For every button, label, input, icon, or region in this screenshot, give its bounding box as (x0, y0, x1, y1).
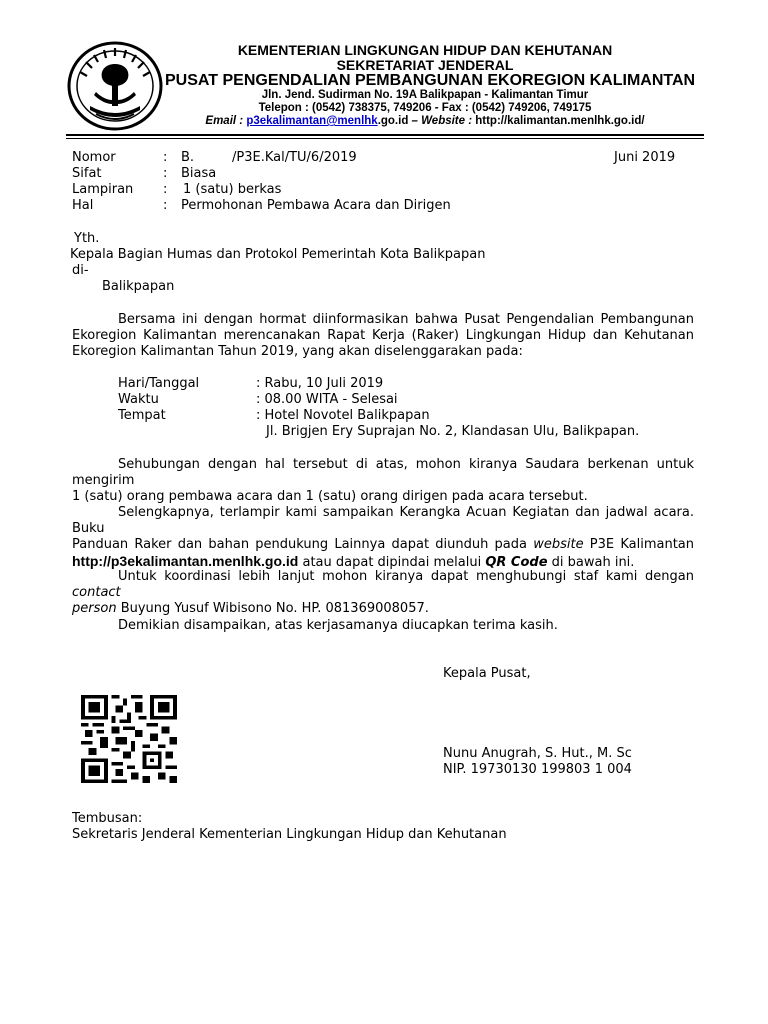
signatory-name: Nunu Anugrah, S. Hut., M. Sc (443, 746, 632, 761)
event-time-label: Waktu (118, 392, 159, 407)
paragraph-intro-line3: Ekoregion Kalimantan Tahun 2019, yang akan diselenggarakan pada: (72, 344, 523, 359)
header-rule-thick (66, 134, 704, 136)
signatory-title: Kepala Pusat, (443, 666, 531, 681)
ministry-name: KEMENTERIAN LINGKUNGAN HIDUP DAN KEHUTANAN (237, 42, 613, 58)
lampiran-label: Lampiran (72, 182, 134, 197)
paragraph-contact-text: Untuk koordinasi lebih lanjut mohon kiranya dapat menghubungi staf kami dengan (118, 569, 694, 584)
recipient-name: Kepala Bagian Humas dan Protokol Pemerintah Kota Balikpapan (70, 247, 486, 262)
office-address: Jln. Jend. Sudirman No. 19A Balikpapan - Kalimantan Timur (261, 89, 589, 101)
header-rule-thin (66, 138, 704, 139)
email-link[interactable]: p3ekalimantan@menlhk (246, 115, 378, 127)
hal-label: Hal (72, 198, 94, 213)
lampiran-colon: : (163, 182, 168, 197)
paragraph-attachment (72, 505, 694, 571)
sifat-colon: : (163, 166, 168, 181)
recipient-city: Balikpapan (102, 279, 175, 294)
hal-value: Permohonan Pembawa Acara dan Dirigen (181, 198, 451, 213)
website-word: website (533, 537, 584, 552)
closing-sentence: Demikian disampaikan, atas kerjasamanya diucapkan terima kasih. (118, 618, 558, 633)
paragraph-contact-line1 (72, 569, 694, 601)
nomor-label: Nomor (72, 150, 116, 165)
paragraph-contact-text-2: Buyung Yusuf Wibisono No. HP. 081369008057. (116, 601, 429, 616)
email-label: Email : (205, 115, 247, 127)
nomor-value: /P3E.Kal/TU/6/2019 (232, 150, 357, 165)
event-place-value: : Hotel Novotel Balikpapan (256, 408, 430, 423)
contact-word: contact (72, 585, 121, 600)
person-word: person (72, 601, 117, 616)
event-place-address: Jl. Brigjen Ery Suprajan No. 2, Klandasan Ulu, Balikpapan. (266, 424, 640, 439)
office-name: PUSAT PENGENDALIAN PEMBANGUNAN EKOREGION KALIMANTAN (165, 72, 696, 89)
paragraph-attachment-line1: Selengkapnya, terlampir kami sampaikan Kerangka Acuan Kegiatan dan jadwal acara. Buku (72, 505, 694, 536)
recipient-di: di- (72, 263, 89, 278)
paragraph-attachment-text-3: atau dapat dipindai melalui (298, 555, 486, 570)
office-phone: Telepon : (0542) 738375, 749206 - Fax : (0542) 749206, 749175 (258, 102, 592, 114)
website-url: http://kalimantan.menlhk.go.id/ (475, 115, 645, 127)
event-day-value: : Rabu, 10 Juli 2019 (256, 376, 384, 391)
paragraph-contact (72, 569, 694, 617)
lampiran-value: 1 (satu) berkas (183, 182, 282, 197)
letter-date: Juni 2019 (614, 150, 676, 165)
qr-code-icon[interactable] (81, 695, 177, 783)
website-label: – Website : (408, 115, 476, 127)
paragraph-intro (72, 312, 694, 360)
nomor-prefix: B. (181, 150, 195, 165)
paragraph-request-line2: 1 (satu) orang pembawa acara dan 1 (satu) orang dirigen pada acara tersebut. (72, 489, 588, 504)
sifat-label: Sifat (72, 166, 102, 181)
cc-item: Sekretaris Jenderal Kementerian Lingkungan Hidup dan Kehutanan (72, 827, 507, 842)
paragraph-attachment-text-4: di bawah ini. (547, 555, 635, 570)
event-day-label: Hari/Tanggal (118, 376, 200, 391)
cc-label: Tembusan: (72, 811, 143, 826)
paragraph-request-line1: Sehubungan dengan hal tersebut di atas, mohon kiranya Saudara berkenan untuk mengirim (72, 457, 694, 488)
paragraph-attachment-text-2: P3E Kalimantan (583, 537, 694, 552)
recipient-yth: Yth. (74, 231, 100, 246)
hal-colon: : (163, 198, 168, 213)
paragraph-request (72, 457, 694, 505)
paragraph-contact-line2 (72, 601, 694, 617)
signatory-nip: NIP. 19730130 199803 1 004 (443, 762, 632, 777)
email-domain: .go.id (377, 115, 409, 127)
download-url[interactable]: http://p3ekalimantan.menlhk.go.id (72, 553, 299, 569)
ministry-logo (66, 40, 164, 132)
paragraph-intro-line2: Ekoregion Kalimantan merencanakan Rapat Kerja (Raker) Lingkungan Hidup dan Kehutanan (72, 328, 694, 343)
paragraph-intro-line1: Bersama ini dengan hormat diinformasikan bahwa Pusat Pengendalian Pembangunan (118, 312, 694, 327)
sifat-value: Biasa (181, 166, 217, 181)
paragraph-attachment-text: Panduan Raker dan bahan pendukung Lainnya dapat diunduh pada (72, 537, 534, 552)
event-time-value: : 08.00 WITA - Selesai (256, 392, 398, 407)
secretariat-name: SEKRETARIAT JENDERAL (336, 57, 514, 73)
office-contact (165, 115, 685, 127)
nomor-colon: : (163, 150, 168, 165)
paragraph-attachment-line2 (72, 537, 694, 553)
qr-code-word: QR Code (485, 555, 548, 570)
event-place-label: Tempat (118, 408, 166, 423)
